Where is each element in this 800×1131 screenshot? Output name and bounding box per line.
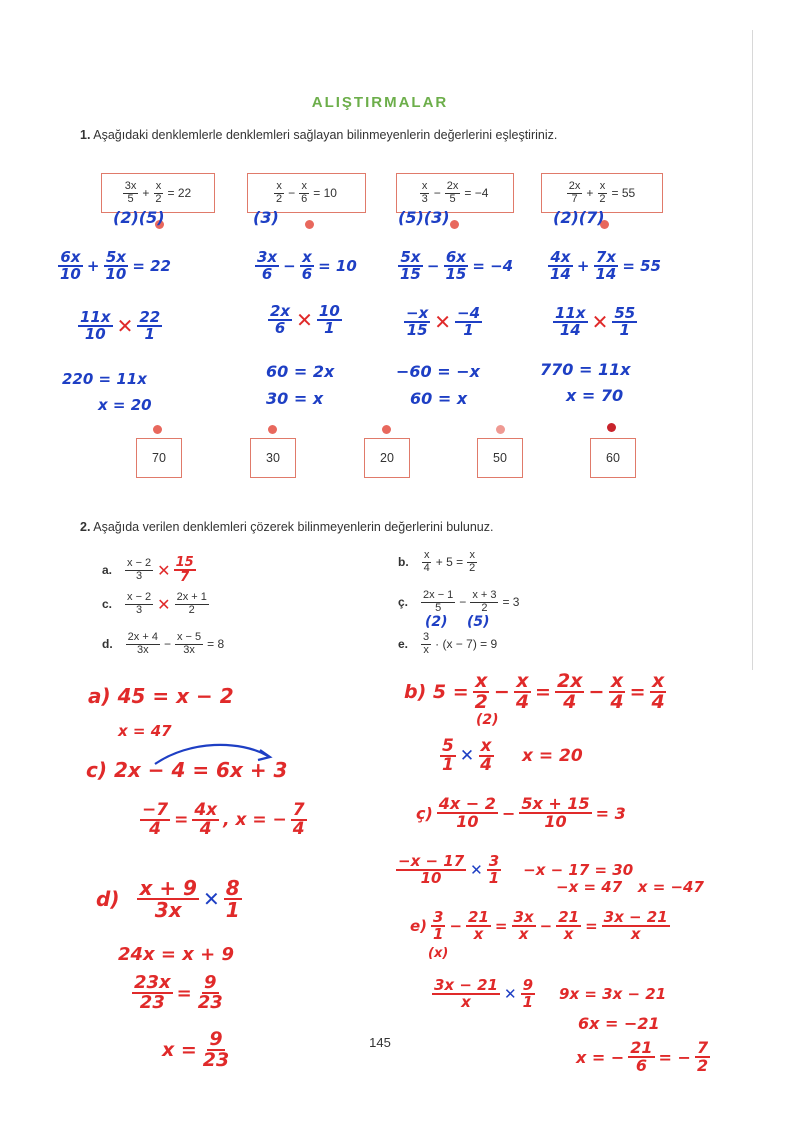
- eq4-b-num: x: [599, 179, 606, 192]
- hw-num: −x − 17: [398, 852, 465, 870]
- hw-text: 9x = 3x − 21: [559, 985, 667, 1003]
- hw-num: 11x: [80, 308, 111, 326]
- hw-den: x: [630, 925, 641, 943]
- hw-num: 6x: [60, 248, 81, 266]
- hw-num: 5: [442, 736, 454, 756]
- problem-e-num: 3: [423, 631, 430, 643]
- hw-cc-tags: (2) (5): [425, 614, 490, 630]
- problem-d-num2: x − 5: [176, 631, 202, 643]
- problem-cc: [398, 590, 522, 614]
- hw-col2-tag: (3): [253, 208, 279, 227]
- eq3-b-num: 2x: [446, 179, 459, 192]
- question-2-text: Aşağıda verilen denklemleri çözerek bilinmeyenlerin değerlerini bulunuz.: [93, 520, 494, 534]
- hw-col3-line3: −60 = −x: [396, 362, 480, 381]
- hw-den: x: [518, 925, 529, 943]
- problem-d-den2: 3x: [183, 643, 195, 656]
- hw-den: 6: [274, 319, 286, 337]
- problem-b-mid: + 5 =: [435, 555, 464, 570]
- hw-col2-line1: $\frac{3x}{6}$ − $\frac{x}{6}$ = 10: [257, 248, 357, 283]
- hw-den: 23: [197, 992, 223, 1013]
- hw-text: =: [176, 982, 192, 1004]
- hw-den: 15: [400, 265, 421, 283]
- problem-a-rhs-num: 15: [175, 555, 194, 570]
- problem-c-den2: 2: [188, 603, 195, 616]
- eq3-a-den: 3: [421, 192, 428, 205]
- eq2-b-den: 6: [301, 192, 308, 205]
- problem-a-rhs-den: 7: [180, 570, 190, 585]
- hw-den: 4: [199, 819, 212, 839]
- hw-num: −4: [457, 304, 481, 322]
- eq2-op: −: [288, 186, 296, 200]
- hw-num: 3x: [257, 248, 278, 266]
- hw-text: e): [410, 917, 428, 935]
- hw-num: 22: [139, 308, 161, 326]
- hw-b-line1: b) 5 = $\frac{x}{2}$ − $\frac{x}{4}$ = $\frac{2x}{4}$ − $\frac{x}{4}$ = $\frac{x}{4}$: [404, 670, 665, 713]
- hw-num: x + 9: [139, 876, 197, 900]
- problem-b-den2: 2: [469, 561, 476, 574]
- problem-e-label: e.: [398, 637, 409, 652]
- problem-c-den1: 3: [136, 603, 143, 616]
- hw-num: 11x: [555, 304, 586, 322]
- hw-a-line1: a) 45 = x − 2: [88, 684, 234, 708]
- problem-cc-den2: 2: [481, 601, 488, 614]
- hw-den: 14: [550, 265, 571, 283]
- hw-text: = 3: [595, 803, 626, 823]
- hw-col3-line2: $\frac{-x}{15}$ ✕ $\frac{-4}{1}$: [406, 304, 481, 339]
- question-1-text: Aşağıdaki denklemlerle denklemleri sağlayan bilinmeyenlerin değerlerini eşleştiriniz.: [93, 128, 558, 142]
- hw-den: 2: [474, 691, 488, 713]
- problem-cc-rhs: = 3: [502, 595, 520, 610]
- hw-cc-line3: −x = 47 x = −47: [556, 878, 704, 896]
- hw-b-tag: (2): [476, 712, 499, 728]
- eq4-op: +: [586, 186, 594, 200]
- hw-den: 10: [105, 265, 127, 283]
- problem-e-den: x: [423, 643, 429, 656]
- equation-box-2: [247, 173, 366, 213]
- hw-num: 21: [630, 1038, 653, 1057]
- eq3-a-num: x: [421, 179, 428, 192]
- question-1-number: 1.: [80, 128, 91, 142]
- problem-a-num: x − 2: [127, 556, 152, 569]
- problem-a-label: a.: [102, 563, 113, 577]
- hw-den: 1: [433, 925, 444, 943]
- match-dot: [382, 425, 391, 434]
- hw-den: 1: [488, 869, 500, 887]
- hw-num: 23x: [134, 972, 171, 993]
- equation-box-3: [396, 173, 514, 213]
- problem-e: [398, 632, 500, 656]
- problem-cc-num1: 2x − 1: [423, 589, 454, 601]
- hw-col4-line4: x = 70: [566, 386, 624, 405]
- match-dot: [496, 425, 505, 434]
- question-2: [80, 520, 493, 534]
- hw-num: −x: [406, 304, 429, 322]
- hw-col2-line4: 30 = x: [266, 389, 324, 408]
- eq1-rhs: = 22: [167, 186, 192, 200]
- hw-rhs: = 55: [622, 257, 661, 275]
- problem-d-op: −: [163, 637, 171, 652]
- problem-cc-den1: 5: [435, 601, 442, 614]
- hw-den: 4: [515, 691, 530, 713]
- hw-num: 6x: [445, 248, 466, 266]
- hw-b-line2: $\frac{5}{1}$ ✕ $\frac{x}{4}$ x = 20: [442, 736, 583, 775]
- hw-d-line1: d) $\frac{x + 9}{3x}$ ✕ $\frac{8}{1}$: [96, 876, 240, 922]
- hw-col4-line3: 770 = 11x: [540, 360, 631, 379]
- eq3-op: −: [433, 186, 441, 200]
- hw-den: 1: [144, 325, 155, 343]
- hw-c-line2: $\frac{-7}{4}$ = $\frac{4x}{4}$ , x = − $\frac{7}{4}$: [142, 800, 305, 839]
- hw-den: 10: [544, 812, 567, 831]
- hw-text: −x − 17 = 30: [523, 861, 634, 879]
- problem-c-num1: x − 2: [127, 591, 152, 603]
- hw-num: 4x: [550, 248, 571, 266]
- hw-num: x: [610, 670, 624, 692]
- hw-rhs: = −4: [472, 257, 514, 275]
- match-dot: [268, 425, 277, 434]
- problem-d-num1: 2x + 4: [127, 631, 158, 643]
- section-title: ALIŞTIRMALAR: [311, 94, 449, 111]
- equation-box-1: [101, 173, 215, 213]
- hw-den: 1: [442, 755, 454, 775]
- problem-d: [102, 632, 227, 656]
- hw-den: x: [563, 925, 574, 943]
- hw-num: 7: [292, 800, 305, 820]
- page-edge-rule: [752, 30, 753, 670]
- hw-cc-line2: $\frac{-x - 17}{10}$ ✕ $\frac{3}{1}$ −x − 17 = 30: [398, 852, 634, 887]
- hw-den: 4: [149, 819, 161, 839]
- hw-col4-line1: $\frac{4x}{14}$ + $\frac{7x}{14}$ = 55: [550, 248, 661, 283]
- hw-num: 3x − 21: [603, 908, 668, 926]
- problem-a: a. $\frac{x - 2}{3}$ ✕ $\frac{15}{7}$: [102, 555, 194, 585]
- hw-num: 4x − 2: [438, 794, 496, 813]
- hw-num: 3x: [513, 908, 534, 926]
- problem-d-den1: 3x: [137, 643, 149, 656]
- eq4-rhs: = 55: [611, 186, 636, 200]
- problem-b-label: b.: [398, 555, 409, 570]
- hw-den: 6: [301, 265, 313, 283]
- problem-b-num2: x: [469, 549, 475, 561]
- match-dot: [305, 220, 314, 229]
- hw-num: x: [652, 670, 665, 692]
- hw-num: 7x: [595, 248, 616, 266]
- hw-den: 15: [445, 265, 467, 283]
- hw-num: −7: [142, 800, 169, 820]
- question-1: [80, 128, 557, 142]
- hw-text: x = −: [576, 1047, 625, 1067]
- hw-den: 10: [84, 325, 106, 343]
- hw-text: d): [96, 887, 120, 911]
- hw-num: x: [516, 670, 529, 692]
- eq1-op: +: [142, 186, 150, 200]
- hw-e-line1: e) $\frac{3}{1}$ − $\frac{21}{x}$ = $\frac{3x}{x}$ − $\frac{21}{x}$ = $\frac{3x - 21}{x}$: [410, 908, 668, 943]
- hw-den: 10: [60, 265, 81, 283]
- eq2-a-den: 2: [276, 192, 283, 205]
- hw-d-line2: 24x = x + 9: [118, 944, 235, 965]
- problem-c: c. $\frac{x - 2}{3}$ ✕ $\frac{2x + 1}{2}$: [102, 591, 207, 616]
- hw-den: 1: [522, 993, 534, 1011]
- eq1-a-den: 5: [127, 192, 134, 205]
- answer-box-60: 60: [590, 438, 636, 478]
- hw-col3-line4: 60 = x: [410, 389, 468, 408]
- problem-d-label: d.: [102, 637, 113, 652]
- hw-num: x: [302, 248, 312, 266]
- match-dot: [450, 220, 459, 229]
- hw-num: 10: [318, 302, 340, 320]
- eq2-a-num: x: [276, 179, 282, 192]
- hw-den: 1: [324, 319, 335, 337]
- hw-num: 2x: [556, 670, 583, 692]
- hw-d-line3: [132, 974, 225, 1012]
- eq1-a-num: 3x: [124, 179, 137, 192]
- hw-col4-line2: $\frac{11x}{14}$ ✕ $\frac{55}{1}$: [555, 304, 636, 339]
- hw-den: 15: [406, 321, 428, 339]
- eq1-b-den: 2: [155, 192, 162, 205]
- hw-den: 10: [456, 812, 479, 831]
- hw-e-line3: 6x = −21: [578, 1014, 660, 1033]
- hw-e-tag: (x): [428, 946, 449, 961]
- hw-num: 5x + 15: [521, 794, 590, 813]
- hw-cc-line1: ç) $\frac{4x - 2}{10}$ − $\frac{5x + 15}{10}$ = 3: [416, 794, 626, 831]
- hw-den: 4: [480, 755, 492, 775]
- hw-col4-tag: (2)(7): [553, 208, 605, 227]
- hw-den: 14: [595, 265, 617, 283]
- hw-num: 9: [209, 1028, 223, 1050]
- hw-num: 21: [558, 908, 580, 926]
- hw-den: 23: [202, 1049, 230, 1071]
- hw-den: x: [461, 993, 471, 1011]
- eq2-b-num: x: [301, 179, 307, 192]
- hw-den: 6: [261, 265, 273, 283]
- hw-num: 9: [204, 972, 217, 993]
- answer-box-50: 50: [477, 438, 523, 478]
- hw-den: 23: [139, 992, 165, 1013]
- hw-text: = −: [658, 1047, 691, 1067]
- hw-num: x: [475, 670, 488, 692]
- problem-e-rest: · (x − 7) = 9: [435, 637, 498, 652]
- hw-col2-line2: $\frac{2x}{6}$ ✕ $\frac{10}{1}$: [270, 302, 340, 337]
- hw-col3-line1: $\frac{5x}{15}$ − $\frac{6x}{15}$ = −4: [400, 248, 514, 283]
- hw-rhs: = 22: [132, 257, 171, 275]
- hw-num: 21: [468, 908, 489, 926]
- problem-cc-label: ç.: [398, 595, 409, 610]
- answer-box-30: 30: [250, 438, 296, 478]
- hw-num: 8: [225, 876, 240, 900]
- problem-b-den1: 4: [423, 561, 430, 574]
- hw-num: 3x − 21: [434, 976, 498, 994]
- problem-cc-num2: x + 3: [472, 589, 497, 601]
- hw-num: 5x: [400, 248, 421, 266]
- problem-c-label: c.: [102, 597, 113, 612]
- hw-den: x: [473, 925, 484, 943]
- hw-col1-line3: 220 = 11x: [62, 370, 147, 388]
- problem-c-num2: 2x + 1: [176, 591, 207, 603]
- hw-den: 2: [696, 1056, 709, 1075]
- hw-den: 4: [292, 819, 305, 839]
- hw-num: 3: [433, 908, 444, 926]
- page-number: 145: [369, 1035, 391, 1050]
- hw-text: b) 5 =: [404, 681, 469, 703]
- hw-num: 7: [696, 1038, 709, 1057]
- hw-num: 2x: [270, 302, 291, 320]
- problem-b: [398, 550, 478, 574]
- answer-box-20: 20: [364, 438, 410, 478]
- eq1-b-num: x: [155, 179, 162, 192]
- hw-den: 14: [559, 321, 581, 339]
- hw-col1-tag: (2)(5): [113, 208, 165, 227]
- hw-num: x: [480, 736, 492, 756]
- hw-num: 55: [614, 304, 636, 322]
- problem-b-num1: x: [423, 549, 430, 561]
- hw-col1-line4: x = 20: [98, 396, 152, 414]
- hw-col3-tag: (5)(3): [398, 208, 450, 227]
- hw-a-line2: x = 47: [118, 722, 172, 740]
- hw-rhs: = 10: [318, 257, 357, 275]
- problem-a-den: 3: [136, 569, 143, 582]
- hw-text: x = 20: [521, 746, 583, 766]
- eq4-a-den: 7: [571, 192, 578, 205]
- hw-den: 1: [225, 898, 240, 922]
- hw-num: 5x: [105, 248, 126, 266]
- hw-col1-line1: $\frac{6x}{10}$ + $\frac{5x}{10}$ = 22: [60, 248, 171, 283]
- hw-text: ç): [416, 803, 433, 823]
- hw-num: 3: [488, 852, 500, 870]
- hw-den: 1: [463, 321, 474, 339]
- hw-c-line1: c) 2x − 4 = 6x + 3: [86, 758, 288, 782]
- hw-den: 4: [610, 691, 624, 713]
- hw-den: 4: [563, 691, 577, 713]
- hw-e-line2: $\frac{3x - 21}{x}$ ✕ $\frac{9}{1}$ 9x = 3x − 21: [434, 976, 667, 1011]
- match-dot: [153, 425, 162, 434]
- hw-text: , x = −: [223, 810, 287, 830]
- eq3-rhs: = −4: [464, 186, 489, 200]
- hw-col1-line2: $\frac{11x}{10}$ ✕ $\frac{22}{1}$: [80, 308, 161, 343]
- problem-d-rhs: = 8: [207, 637, 225, 652]
- eq4-a-num: 2x: [568, 179, 581, 192]
- eq4-b-den: 2: [599, 192, 606, 205]
- match-dot: [607, 423, 616, 432]
- hw-den: 10: [420, 869, 442, 887]
- hw-den: 3x: [154, 898, 182, 922]
- hw-num: 4x: [194, 800, 218, 820]
- hw-col2-line3: 60 = 2x: [266, 362, 335, 381]
- hw-text: x =: [162, 1039, 197, 1061]
- eq3-b-den: 5: [449, 192, 456, 205]
- equation-box-4: [541, 173, 663, 213]
- hw-num: 9: [522, 976, 534, 994]
- hw-den: 4: [651, 691, 665, 713]
- hw-den: 1: [619, 321, 630, 339]
- answer-box-70: 70: [136, 438, 182, 478]
- problem-cc-op: −: [459, 595, 467, 610]
- eq2-rhs: = 10: [313, 186, 337, 200]
- question-2-number: 2.: [80, 520, 91, 534]
- hw-den: 6: [635, 1056, 647, 1075]
